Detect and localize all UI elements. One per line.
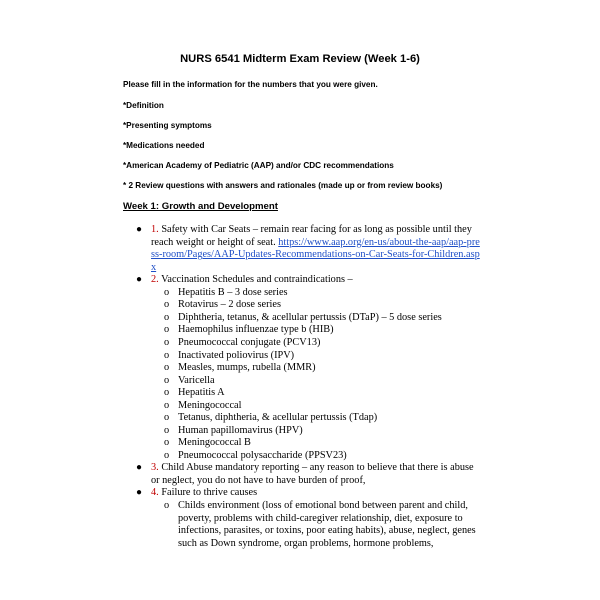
- instruction-line: *Presenting symptoms: [123, 121, 212, 130]
- item-number: 3.: [151, 462, 159, 473]
- sub-list-item: [164, 299, 478, 312]
- sub-bullet-icon: o: [164, 400, 170, 411]
- list-item: [136, 487, 481, 500]
- car-seat-link[interactable]: https://www.aap.org/en-us/about-the-aap/aap-press-room/Pages/AAP-Updates-Recommendations-on-Car-Seats-for-Children.aspx: [151, 236, 480, 273]
- sub-item-text: Human papillomavirus (HPV): [178, 425, 303, 436]
- sub-item-text: Varicella: [178, 375, 215, 386]
- list-item: [136, 274, 481, 287]
- sub-bullet-icon: o: [164, 299, 170, 310]
- sub-list-item: [164, 412, 478, 425]
- sub-bullet-icon: o: [164, 375, 170, 386]
- sub-list-item: [164, 437, 478, 450]
- sub-bullet-icon: o: [164, 500, 170, 511]
- sub-item-text: Haemophilus influenzae type b (HIB): [178, 324, 334, 335]
- item-text: Vaccination Schedules and contraindications –: [161, 274, 353, 285]
- instruction-line: Please fill in the information for the numbers that you were given.: [123, 80, 378, 89]
- sub-item-text: Diphtheria, tetanus, & acellular pertussis (DTaP) – 5 dose series: [178, 312, 442, 323]
- instruction-line: *Medications needed: [123, 141, 205, 150]
- sub-list-item: [164, 400, 478, 413]
- bullet-icon: ●: [136, 224, 143, 235]
- sub-bullet-icon: o: [164, 337, 170, 348]
- sub-bullet-icon: o: [164, 450, 170, 461]
- sub-item-text: Tetanus, diphtheria, & acellular pertussis (Tdap): [178, 412, 378, 423]
- sub-item-text: Meningococcal B: [178, 437, 251, 448]
- item-text: Failure to thrive causes: [161, 487, 258, 498]
- sub-item-text: Pneumococcal conjugate (PCV13): [178, 337, 321, 348]
- sub-list-item: [164, 350, 478, 363]
- sub-bullet-icon: o: [164, 362, 170, 373]
- sub-item-text: Measles, mumps, rubella (MMR): [178, 362, 316, 373]
- sub-list-item: [164, 500, 478, 550]
- item-text: Child Abuse mandatory reporting – any reason to believe that there is abuse or neglect, you do not have to have burden of proof,: [151, 462, 474, 486]
- item-number: 2.: [151, 274, 159, 285]
- sub-list-item: [164, 450, 478, 463]
- sub-item-text: Hepatitis A: [178, 387, 225, 398]
- instruction-line: *American Academy of Pediatric (AAP) and/or CDC recommendations: [123, 161, 394, 170]
- sub-bullet-icon: o: [164, 425, 170, 436]
- sub-list-item: [164, 387, 478, 400]
- sub-item-text: Inactivated poliovirus (IPV): [178, 350, 295, 361]
- sub-bullet-icon: o: [164, 324, 170, 335]
- item-number: 4.: [151, 487, 159, 498]
- list-item: [136, 224, 481, 274]
- sub-bullet-icon: o: [164, 387, 170, 398]
- week-heading: Week 1: Growth and Development: [123, 201, 278, 212]
- sub-list-item: [164, 362, 478, 375]
- sub-list-item: [164, 425, 478, 438]
- document-title: NURS 6541 Midterm Exam Review (Week 1-6): [180, 53, 420, 65]
- item-number: 1.: [151, 224, 159, 235]
- item-text: Safety with Car Seats – remain rear facing for as long as possible until they reach weight or height of seat.: [151, 224, 472, 248]
- sub-item-text: Childs environment (loss of emotional bond between parent and child, poverty, problems with child-caregiver relationship, diet, exposure to infections, parasites, or toxins, poor eating habits), abuse, neglect, genes such as Down syndrome, organ problems, hormone problems,: [178, 500, 476, 549]
- sub-bullet-icon: o: [164, 412, 170, 423]
- sub-list-item: [164, 324, 478, 337]
- bullet-icon: ●: [136, 462, 143, 473]
- sub-list-item: [164, 287, 478, 300]
- sub-bullet-icon: o: [164, 350, 170, 361]
- sub-list-item: [164, 337, 478, 350]
- list-item: [136, 462, 481, 487]
- sub-item-text: Rotavirus – 2 dose series: [178, 299, 281, 310]
- bullet-icon: ●: [136, 487, 143, 498]
- sub-list-item: [164, 375, 478, 388]
- sub-bullet-icon: o: [164, 312, 170, 323]
- sub-bullet-icon: o: [164, 287, 170, 298]
- sub-item-text: Meningococcal: [178, 400, 242, 411]
- instruction-line: * 2 Review questions with answers and rationales (made up or from review books): [123, 181, 443, 190]
- bullet-icon: ●: [136, 274, 143, 285]
- sub-bullet-icon: o: [164, 437, 170, 448]
- sub-list-item: [164, 312, 478, 325]
- sub-item-text: Pneumococcal polysaccharide (PPSV23): [178, 450, 347, 461]
- instruction-line: *Definition: [123, 101, 164, 110]
- sub-item-text: Hepatitis B – 3 dose series: [178, 287, 288, 298]
